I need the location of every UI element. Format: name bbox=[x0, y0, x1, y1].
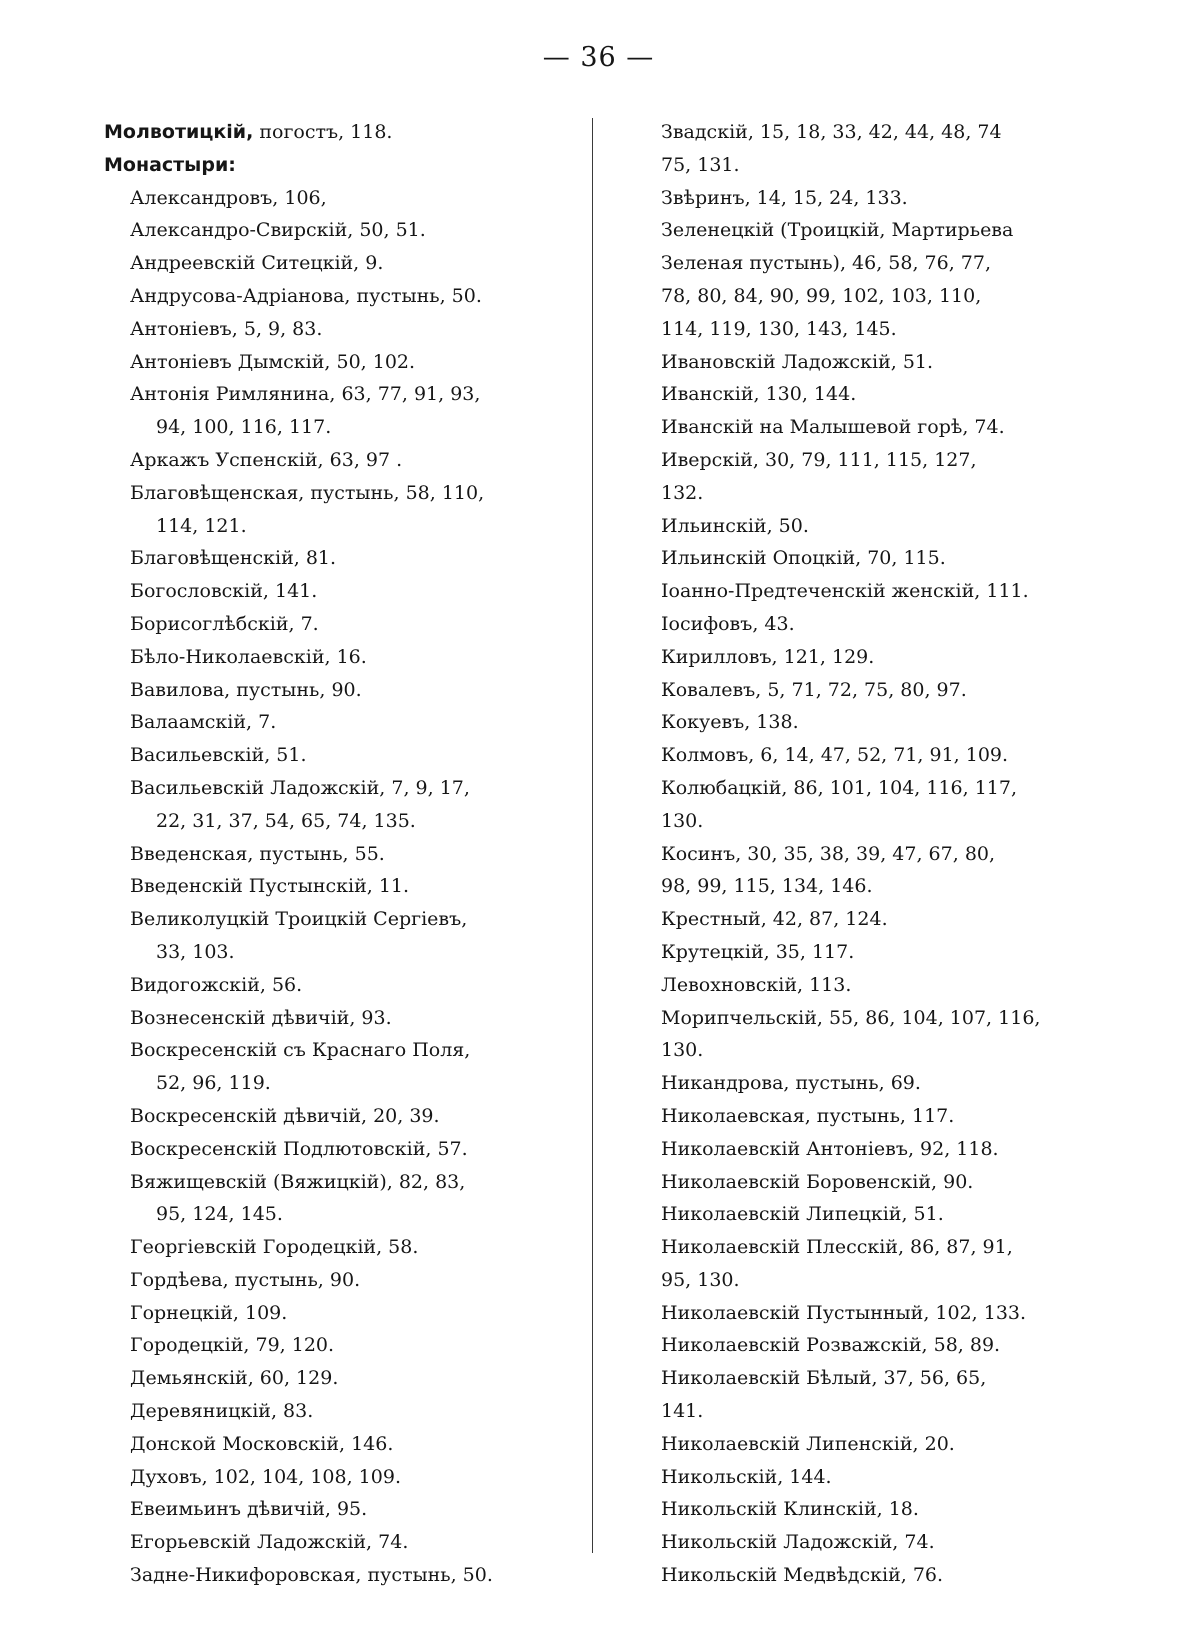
index-entry: Георгіевскій Городецкій, 58. bbox=[130, 1236, 419, 1259]
index-entry: Богословскій, 141. bbox=[130, 580, 318, 603]
section-heading: Монастыри: bbox=[104, 153, 236, 176]
index-entry: Крутецкій, 35, 117. bbox=[661, 940, 855, 963]
index-entry: Звѣринъ, 14, 15, 24, 133. bbox=[661, 186, 908, 209]
index-entry: Николаевскій Антоніевъ, 92, 118. bbox=[661, 1137, 999, 1160]
index-entry: Васильевскій Ладожскій, 7, 9, 17, bbox=[130, 776, 470, 799]
index-entry-continuation: 94, 100, 116, 117. bbox=[156, 416, 332, 439]
index-entry: Іосифовъ, 43. bbox=[661, 612, 795, 635]
index-entry: Введенская, пустынь, 55. bbox=[130, 842, 385, 865]
index-entry: Ильинскій Опоцкій, 70, 115. bbox=[661, 547, 946, 570]
index-entry-continuation: 130. bbox=[661, 1039, 704, 1062]
index-entry: Николаевскій Липецкій, 51. bbox=[661, 1203, 944, 1226]
index-entry: Колмовъ, 6, 14, 47, 52, 71, 91, 109. bbox=[661, 744, 1009, 767]
index-entry-continuation: 78, 80, 84, 90, 99, 102, 103, 110, bbox=[661, 284, 982, 307]
right-entry-list bbox=[635, 116, 1085, 1592]
index-entry: Вавилова, пустынь, 90. bbox=[130, 678, 362, 701]
index-entry-continuation: 98, 99, 115, 134, 146. bbox=[661, 875, 873, 898]
index-entry: Видогожскій, 56. bbox=[130, 973, 303, 996]
index-entry: Косинъ, 30, 35, 38, 39, 47, 67, 80, bbox=[661, 842, 996, 865]
index-entry: Евеимьинъ дѣвичій, 95. bbox=[130, 1498, 368, 1521]
index-entry: Зеленецкій (Троицкій, Мартирьева bbox=[661, 219, 1014, 242]
index-entry: Николаевскій Липенскій, 20. bbox=[661, 1432, 955, 1455]
left-column bbox=[104, 116, 574, 1592]
index-entry: Іоанно-Предтеченскій женскій, 111. bbox=[661, 580, 1029, 603]
left-entry-list bbox=[104, 182, 574, 1592]
index-entry: Гордѣева, пустынь, 90. bbox=[130, 1268, 361, 1291]
index-entry-continuation: 132. bbox=[661, 481, 704, 504]
index-entry: Васильевскій, 51. bbox=[130, 744, 307, 767]
index-entry: Кокуевъ, 138. bbox=[661, 711, 799, 734]
index-entry-continuation: 95, 124, 145. bbox=[156, 1203, 283, 1226]
index-entry: Никольскій Ладожскій, 74. bbox=[661, 1531, 935, 1554]
index-entry: Николаевскій Боровенскій, 90. bbox=[661, 1170, 974, 1193]
column-divider bbox=[592, 118, 593, 1553]
index-entry: Воскресенскій Подлютовскій, 57. bbox=[130, 1137, 468, 1160]
index-entry: Никольскій Клинскій, 18. bbox=[661, 1498, 919, 1521]
index-term-rest: погостъ, 118. bbox=[253, 121, 393, 143]
index-entry-continuation: 95, 130. bbox=[661, 1268, 740, 1291]
index-entry-continuation: 75, 131. bbox=[661, 153, 740, 176]
index-entry: Благовѣщенская, пустынь, 58, 110, bbox=[130, 481, 485, 504]
index-entry: Никандрова, пустынь, 69. bbox=[661, 1072, 921, 1095]
index-entry: Крестный, 42, 87, 124. bbox=[661, 908, 888, 931]
index-entry-continuation: 22, 31, 37, 54, 65, 74, 135. bbox=[156, 809, 416, 832]
index-entry: Александро-Свирскій, 50, 51. bbox=[130, 219, 426, 242]
right-column bbox=[635, 116, 1085, 1592]
index-entry: Антонія Римлянина, 63, 77, 91, 93, bbox=[130, 383, 481, 406]
index-entry: Воскресенскій дѣвичій, 20, 39. bbox=[130, 1104, 440, 1127]
index-entry: Воскресенскій съ Краснаго Поля, bbox=[130, 1039, 471, 1062]
index-entry: Ковалевъ, 5, 71, 72, 75, 80, 97. bbox=[661, 678, 967, 701]
index-entry: Валаамскій, 7. bbox=[130, 711, 277, 734]
index-entry: Морипчельскій, 55, 86, 104, 107, 116, bbox=[661, 1006, 1041, 1029]
index-entry: Демьянскій, 60, 129. bbox=[130, 1367, 339, 1390]
index-entry: Великолуцкій Троицкій Сергіевъ, bbox=[130, 908, 468, 931]
index-entry-continuation: 114, 119, 130, 143, 145. bbox=[661, 317, 897, 340]
index-entry: Донской Московскій, 146. bbox=[130, 1432, 394, 1455]
index-entry: Деревяницкій, 83. bbox=[130, 1400, 314, 1423]
index-entry: Вяжищевскій (Вяжицкій), 82, 83, bbox=[130, 1170, 466, 1193]
index-entry: Кирилловъ, 121, 129. bbox=[661, 645, 875, 668]
index-entry: Ильинскій, 50. bbox=[661, 514, 809, 537]
index-entry: Колюбацкій, 86, 101, 104, 116, 117, bbox=[661, 776, 1018, 799]
index-entry: Андрусова-Адріанова, пустынь, 50. bbox=[130, 284, 482, 307]
index-entry: Ивановскій Ладожскій, 51. bbox=[661, 350, 934, 373]
index-entry: Благовѣщенскій, 81. bbox=[130, 547, 337, 570]
index-entry-continuation: 114, 121. bbox=[156, 514, 247, 537]
index-entry: Андреевскій Ситецкій, 9. bbox=[130, 252, 384, 275]
index-entry: Николаевскій Пустынный, 102, 133. bbox=[661, 1301, 1027, 1324]
index-entry: Иванскій, 130, 144. bbox=[661, 383, 857, 406]
index-entry: Егорьевскій Ладожскій, 74. bbox=[130, 1531, 409, 1554]
index-entry-continuation: 141. bbox=[661, 1400, 704, 1423]
index-entry: Александровъ, 106, bbox=[130, 186, 327, 209]
index-entry: Городецкій, 79, 120. bbox=[130, 1334, 335, 1357]
index-entry-continuation: 52, 96, 119. bbox=[156, 1072, 271, 1095]
index-entry: Николаевскій Плесскій, 86, 87, 91, bbox=[661, 1236, 1013, 1259]
index-entry: Николаевскій Розважскій, 58, 89. bbox=[661, 1334, 1001, 1357]
index-entry: Николаевскій Бѣлый, 37, 56, 65, bbox=[661, 1367, 987, 1390]
index-term-bold: Молвотицкій, bbox=[104, 121, 254, 143]
index-entry: Антоніевъ Дымскій, 50, 102. bbox=[130, 350, 416, 373]
index-entry: Иванскій на Малышевой горѣ, 74. bbox=[661, 416, 1005, 439]
index-entry: Духовъ, 102, 104, 108, 109. bbox=[130, 1465, 401, 1488]
index-entry: Николаевская, пустынь, 117. bbox=[661, 1104, 955, 1127]
index-entry: Бѣло-Николаевскій, 16. bbox=[130, 645, 367, 668]
index-entry: Аркажъ Успенскій, 63, 97 . bbox=[130, 448, 403, 471]
index-entry: Введенскій Пустынскій, 11. bbox=[130, 875, 410, 898]
index-entry: Антоніевъ, 5, 9, 83. bbox=[130, 317, 323, 340]
index-entry-continuation: 130. bbox=[661, 809, 704, 832]
page-number: — 36 — bbox=[542, 42, 655, 73]
index-entry: Горнецкій, 109. bbox=[130, 1301, 288, 1324]
index-entry: Никольскій Медвѣдскій, 76. bbox=[661, 1564, 944, 1587]
index-entry-continuation: 33, 103. bbox=[156, 940, 235, 963]
index-entry-heading bbox=[104, 116, 574, 149]
index-entry: Звадскій, 15, 18, 33, 42, 44, 48, 74 bbox=[661, 121, 1002, 143]
index-entry: Никольскій, 144. bbox=[661, 1465, 832, 1488]
index-entry-continuation: Зеленая пустынь), 46, 58, 76, 77, bbox=[661, 252, 992, 275]
index-entry: Левохновскій, 113. bbox=[661, 973, 852, 996]
index-entry: Борисоглѣбскій, 7. bbox=[130, 612, 319, 635]
index-entry: Вознесенскій дѣвичій, 93. bbox=[130, 1006, 392, 1029]
index-entry: Иверскій, 30, 79, 111, 115, 127, bbox=[661, 448, 977, 471]
index-entry: Задне-Никифоровская, пустынь, 50. bbox=[130, 1564, 493, 1587]
